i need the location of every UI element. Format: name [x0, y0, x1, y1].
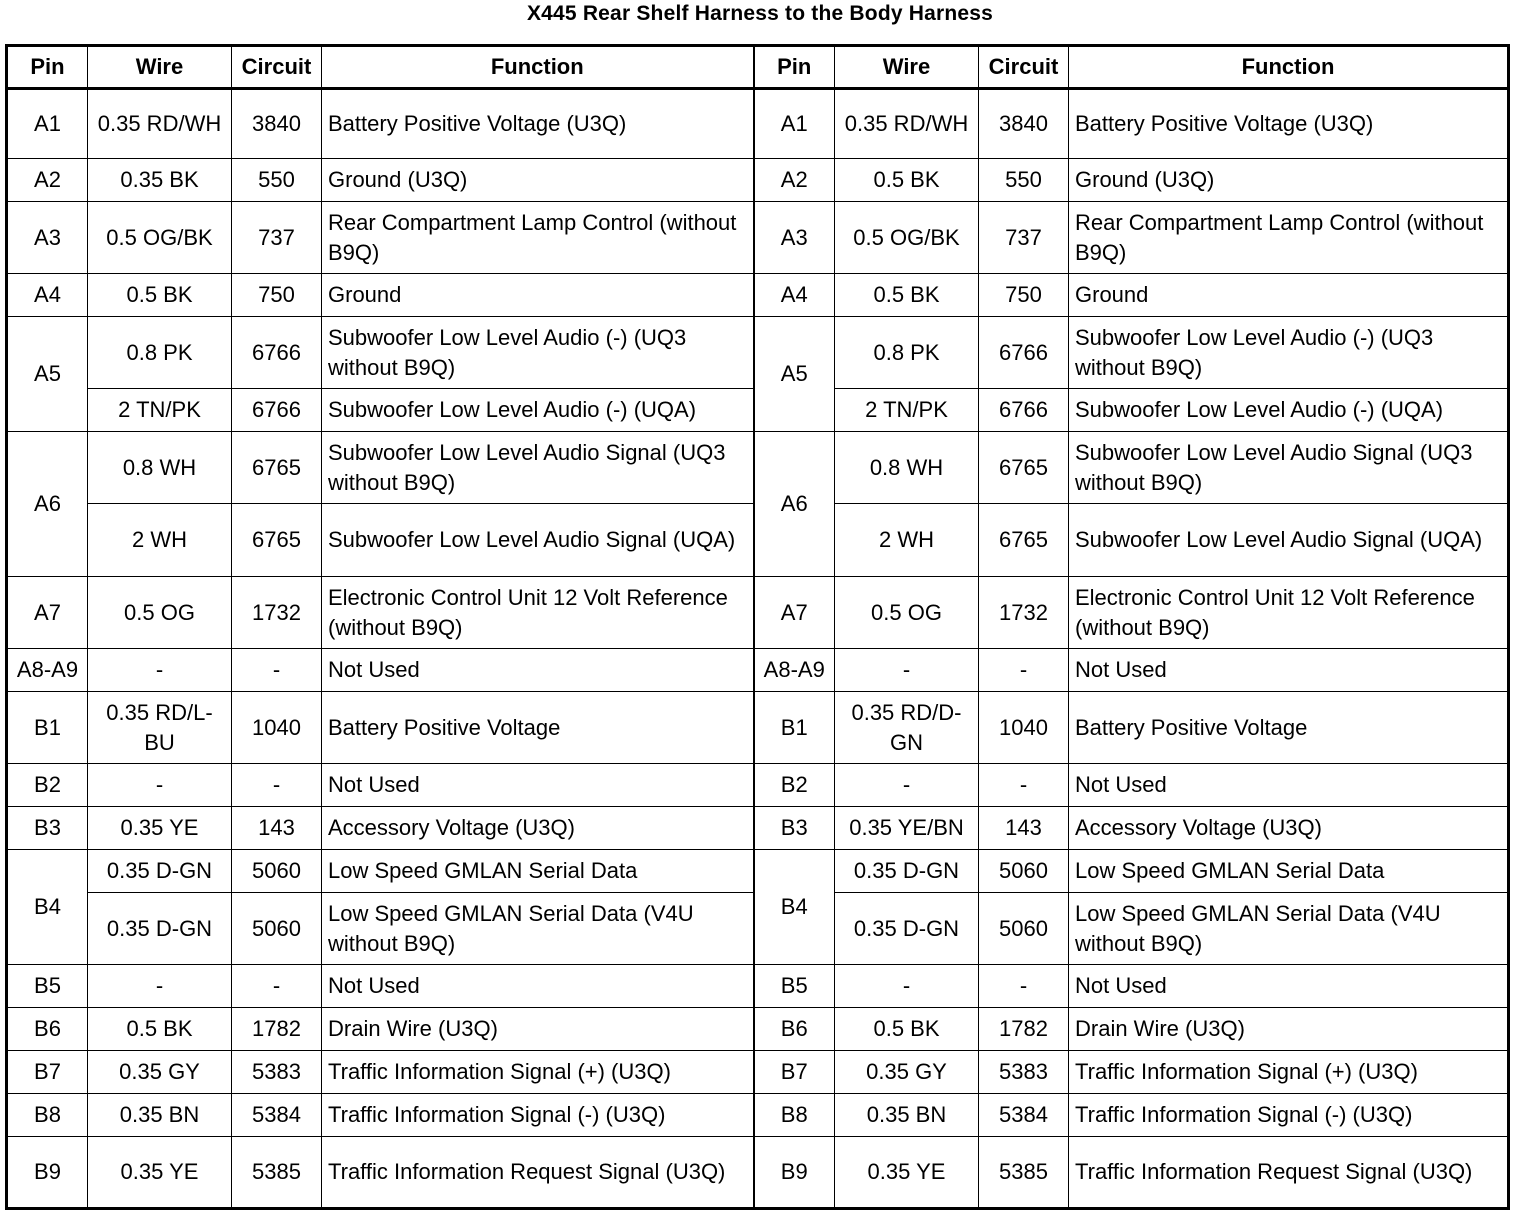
- function-cell-right: Traffic Information Signal (-) (U3Q): [1069, 1094, 1509, 1137]
- wire-cell: 2 TN/PK: [88, 389, 232, 432]
- table-row: [7, 1137, 1509, 1209]
- pin-cell: A3: [7, 202, 88, 274]
- header-row: [7, 46, 1509, 89]
- function-cell: Drain Wire (U3Q): [322, 1008, 754, 1051]
- circuit-cell: 6765: [232, 504, 322, 577]
- pin-cell: B5: [7, 965, 88, 1008]
- pin-cell-right: A2: [754, 159, 835, 202]
- function-cell: Low Speed GMLAN Serial Data (V4U without B9Q): [322, 893, 754, 965]
- header-wire-right: Wire: [835, 46, 979, 89]
- circuit-cell: -: [232, 965, 322, 1008]
- circuit-cell-right: 550: [979, 159, 1069, 202]
- wire-cell: 0.35 GY: [88, 1051, 232, 1094]
- wire-cell: 0.5 BK: [88, 274, 232, 317]
- circuit-cell: 143: [232, 807, 322, 850]
- wire-cell-right: 0.35 GY: [835, 1051, 979, 1094]
- function-cell-right: Accessory Voltage (U3Q): [1069, 807, 1509, 850]
- circuit-cell: 6766: [232, 389, 322, 432]
- pin-cell-right: B7: [754, 1051, 835, 1094]
- wire-cell-right: -: [835, 649, 979, 692]
- circuit-cell: 737: [232, 202, 322, 274]
- function-cell: Traffic Information Signal (+) (U3Q): [322, 1051, 754, 1094]
- circuit-cell-right: 1782: [979, 1008, 1069, 1051]
- wire-cell: 0.35 BN: [88, 1094, 232, 1137]
- table-row: [7, 764, 1509, 807]
- wire-cell-right: 0.35 YE/BN: [835, 807, 979, 850]
- circuit-cell-right: 6765: [979, 432, 1069, 504]
- wire-cell: 0.35 D-GN: [88, 893, 232, 965]
- wire-cell-right: 0.35 D-GN: [835, 850, 979, 893]
- pin-cell: A6: [7, 432, 88, 577]
- circuit-cell-right: -: [979, 764, 1069, 807]
- circuit-cell: 5060: [232, 850, 322, 893]
- function-cell-right: Subwoofer Low Level Audio (-) (UQ3 without B9Q): [1069, 317, 1509, 389]
- function-cell-right: Subwoofer Low Level Audio Signal (UQ3 without B9Q): [1069, 432, 1509, 504]
- header-circuit-right: Circuit: [979, 46, 1069, 89]
- table-row: [7, 317, 1509, 389]
- wire-cell-right: 0.5 OG: [835, 577, 979, 649]
- pin-cell: B3: [7, 807, 88, 850]
- wire-cell-right: 0.35 YE: [835, 1137, 979, 1209]
- header-pin-right: Pin: [754, 46, 835, 89]
- circuit-cell: 1732: [232, 577, 322, 649]
- wire-cell: 0.8 WH: [88, 432, 232, 504]
- circuit-cell-right: -: [979, 649, 1069, 692]
- wire-cell-right: 2 WH: [835, 504, 979, 577]
- pin-cell-right: A4: [754, 274, 835, 317]
- pin-cell: B1: [7, 692, 88, 764]
- function-cell: Subwoofer Low Level Audio (-) (UQ3 without B9Q): [322, 317, 754, 389]
- circuit-cell-right: -: [979, 965, 1069, 1008]
- function-cell: Ground (U3Q): [322, 159, 754, 202]
- pin-cell: B8: [7, 1094, 88, 1137]
- table-row: [7, 1008, 1509, 1051]
- pin-cell: A7: [7, 577, 88, 649]
- pin-cell-right: A7: [754, 577, 835, 649]
- function-cell: Accessory Voltage (U3Q): [322, 807, 754, 850]
- function-cell-right: Not Used: [1069, 649, 1509, 692]
- circuit-cell-right: 6765: [979, 504, 1069, 577]
- function-cell-right: Not Used: [1069, 965, 1509, 1008]
- pin-cell: A4: [7, 274, 88, 317]
- wire-cell: 0.35 D-GN: [88, 850, 232, 893]
- circuit-cell: 6766: [232, 317, 322, 389]
- function-cell-right: Subwoofer Low Level Audio Signal (UQA): [1069, 504, 1509, 577]
- pin-cell: A8-A9: [7, 649, 88, 692]
- table-row: [7, 159, 1509, 202]
- circuit-cell-right: 5385: [979, 1137, 1069, 1209]
- document-title: X445 Rear Shelf Harness to the Body Harness: [526, 2, 994, 25]
- header-pin: Pin: [7, 46, 88, 89]
- function-cell: Battery Positive Voltage (U3Q): [322, 89, 754, 159]
- table-row: [7, 807, 1509, 850]
- pin-cell: A2: [7, 159, 88, 202]
- pin-cell-right: B8: [754, 1094, 835, 1137]
- function-cell: Low Speed GMLAN Serial Data: [322, 850, 754, 893]
- function-cell: Traffic Information Signal (-) (U3Q): [322, 1094, 754, 1137]
- wire-cell-right: 0.35 D-GN: [835, 893, 979, 965]
- circuit-cell: 1040: [232, 692, 322, 764]
- wire-cell: -: [88, 965, 232, 1008]
- pin-cell: A1: [7, 89, 88, 159]
- wire-cell-right: -: [835, 965, 979, 1008]
- table-row: [7, 577, 1509, 649]
- pin-cell: B4: [7, 850, 88, 965]
- function-cell-right: Battery Positive Voltage: [1069, 692, 1509, 764]
- pin-cell: B2: [7, 764, 88, 807]
- table-row: [7, 89, 1509, 159]
- wire-cell: 2 WH: [88, 504, 232, 577]
- wire-cell-right: 0.35 RD/WH: [835, 89, 979, 159]
- pin-cell-right: B2: [754, 764, 835, 807]
- pin-cell-right: B1: [754, 692, 835, 764]
- circuit-cell-right: 3840: [979, 89, 1069, 159]
- pin-cell-right: A5: [754, 317, 835, 432]
- pin-cell-right: A6: [754, 432, 835, 577]
- pinout-table: [5, 44, 1510, 1210]
- pin-cell-right: B9: [754, 1137, 835, 1209]
- circuit-cell-right: 750: [979, 274, 1069, 317]
- pinout-body: [7, 89, 1509, 1209]
- circuit-cell: -: [232, 649, 322, 692]
- function-cell-right: Low Speed GMLAN Serial Data: [1069, 850, 1509, 893]
- function-cell: Electronic Control Unit 12 Volt Reference (without B9Q): [322, 577, 754, 649]
- circuit-cell: 5384: [232, 1094, 322, 1137]
- pin-cell-right: B5: [754, 965, 835, 1008]
- header-wire: Wire: [88, 46, 232, 89]
- function-cell: Subwoofer Low Level Audio Signal (UQA): [322, 504, 754, 577]
- circuit-cell: 550: [232, 159, 322, 202]
- function-cell-right: Ground (U3Q): [1069, 159, 1509, 202]
- circuit-cell-right: 6766: [979, 389, 1069, 432]
- wire-cell-right: 2 TN/PK: [835, 389, 979, 432]
- header-circuit: Circuit: [232, 46, 322, 89]
- table-row: [7, 1051, 1509, 1094]
- wire-cell-right: 0.35 RD/D-GN: [835, 692, 979, 764]
- header-function-right: Function: [1069, 46, 1509, 89]
- pin-cell: B9: [7, 1137, 88, 1209]
- circuit-cell-right: 5384: [979, 1094, 1069, 1137]
- function-cell-right: Not Used: [1069, 764, 1509, 807]
- function-cell: Subwoofer Low Level Audio (-) (UQA): [322, 389, 754, 432]
- table-row: [7, 1094, 1509, 1137]
- table-row: [7, 202, 1509, 274]
- wire-cell-right: 0.8 PK: [835, 317, 979, 389]
- function-cell-right: Electronic Control Unit 12 Volt Reference (without B9Q): [1069, 577, 1509, 649]
- pin-cell-right: A8-A9: [754, 649, 835, 692]
- function-cell: Subwoofer Low Level Audio Signal (UQ3 without B9Q): [322, 432, 754, 504]
- wire-cell: 0.5 OG: [88, 577, 232, 649]
- wire-cell: 0.35 RD/L-BU: [88, 692, 232, 764]
- function-cell-right: Rear Compartment Lamp Control (without B9Q): [1069, 202, 1509, 274]
- pin-cell: B6: [7, 1008, 88, 1051]
- circuit-cell: 5385: [232, 1137, 322, 1209]
- pin-cell-right: B4: [754, 850, 835, 965]
- function-cell-right: Subwoofer Low Level Audio (-) (UQA): [1069, 389, 1509, 432]
- header-function: Function: [322, 46, 754, 89]
- pin-cell: A5: [7, 317, 88, 432]
- wire-cell: -: [88, 649, 232, 692]
- circuit-cell: 5383: [232, 1051, 322, 1094]
- table-row: [7, 432, 1509, 504]
- wire-cell-right: 0.5 BK: [835, 274, 979, 317]
- function-cell: Traffic Information Request Signal (U3Q): [322, 1137, 754, 1209]
- circuit-cell-right: 737: [979, 202, 1069, 274]
- function-cell: Not Used: [322, 764, 754, 807]
- table-row: [7, 850, 1509, 893]
- table-row: [7, 965, 1509, 1008]
- circuit-cell: 5060: [232, 893, 322, 965]
- circuit-cell-right: 5060: [979, 893, 1069, 965]
- pin-cell-right: B6: [754, 1008, 835, 1051]
- function-cell-right: Low Speed GMLAN Serial Data (V4U without B9Q): [1069, 893, 1509, 965]
- wire-cell-right: 0.5 BK: [835, 159, 979, 202]
- function-cell-right: Battery Positive Voltage (U3Q): [1069, 89, 1509, 159]
- circuit-cell-right: 1732: [979, 577, 1069, 649]
- circuit-cell-right: 6766: [979, 317, 1069, 389]
- function-cell-right: Drain Wire (U3Q): [1069, 1008, 1509, 1051]
- pin-cell: B7: [7, 1051, 88, 1094]
- function-cell: Ground: [322, 274, 754, 317]
- circuit-cell: 6765: [232, 432, 322, 504]
- table-row: [7, 692, 1509, 764]
- wire-cell: 0.5 BK: [88, 1008, 232, 1051]
- wire-cell-right: 0.8 WH: [835, 432, 979, 504]
- pin-cell-right: A1: [754, 89, 835, 159]
- table-row: [7, 649, 1509, 692]
- circuit-cell-right: 143: [979, 807, 1069, 850]
- circuit-cell-right: 5383: [979, 1051, 1069, 1094]
- wire-cell: 0.35 BK: [88, 159, 232, 202]
- wire-cell: 0.5 OG/BK: [88, 202, 232, 274]
- function-cell-right: Traffic Information Request Signal (U3Q): [1069, 1137, 1509, 1209]
- function-cell: Not Used: [322, 965, 754, 1008]
- circuit-cell-right: 5060: [979, 850, 1069, 893]
- wire-cell: 0.35 YE: [88, 807, 232, 850]
- function-cell: Not Used: [322, 649, 754, 692]
- circuit-cell: 3840: [232, 89, 322, 159]
- wire-cell-right: 0.5 OG/BK: [835, 202, 979, 274]
- function-cell: Rear Compartment Lamp Control (without B9Q): [322, 202, 754, 274]
- wire-cell: 0.35 YE: [88, 1137, 232, 1209]
- table-row: [7, 274, 1509, 317]
- circuit-cell-right: 1040: [979, 692, 1069, 764]
- wire-cell-right: 0.5 BK: [835, 1008, 979, 1051]
- wire-cell-right: 0.35 BN: [835, 1094, 979, 1137]
- pin-cell-right: B3: [754, 807, 835, 850]
- function-cell-right: Ground: [1069, 274, 1509, 317]
- wire-cell-right: -: [835, 764, 979, 807]
- circuit-cell: -: [232, 764, 322, 807]
- circuit-cell: 1782: [232, 1008, 322, 1051]
- wire-cell: -: [88, 764, 232, 807]
- function-cell: Battery Positive Voltage: [322, 692, 754, 764]
- circuit-cell: 750: [232, 274, 322, 317]
- pin-cell-right: A3: [754, 202, 835, 274]
- wire-cell: 0.35 RD/WH: [88, 89, 232, 159]
- function-cell-right: Traffic Information Signal (+) (U3Q): [1069, 1051, 1509, 1094]
- wire-cell: 0.8 PK: [88, 317, 232, 389]
